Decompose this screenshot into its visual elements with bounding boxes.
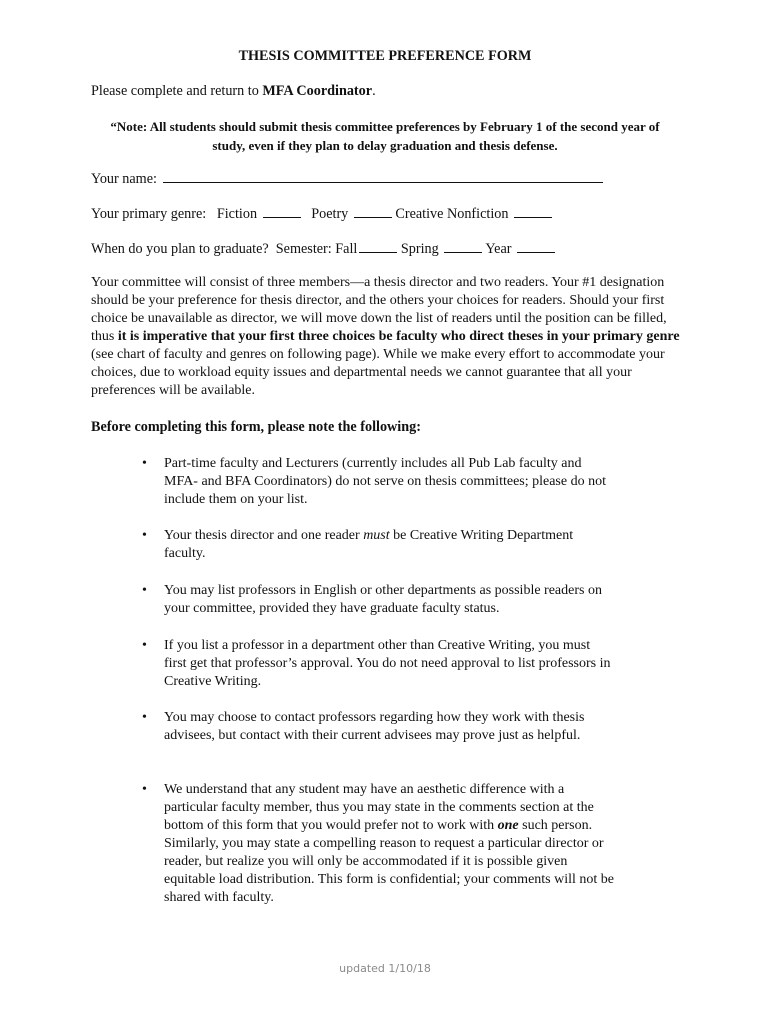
genre-row (91, 204, 552, 223)
spring-label: Spring (400, 241, 439, 257)
bullet-text-pre: Your thesis director and one reader (164, 528, 364, 543)
bullet-text-em: one (497, 818, 519, 833)
bullet-text-pre: We understand that any student may have an aesthetic difference with a particular faculty member, thus you may state in the comments section at the bottom of this form that you would prefer not to work with (164, 782, 594, 833)
bullet-text: If you list a professor in a department other than Creative Writing, you must first get that professor’s approval. You do not need approval to list professors in Creative Writing. (164, 638, 611, 689)
instruction-suffix: . (372, 83, 376, 99)
instruction-line (91, 83, 376, 100)
bullet-icon: • (142, 528, 147, 543)
paragraph-text-1: Your committee will consist of three members—a thesis director and two readers. Your #1 designation should be your preference for thesis director, and the others your choices for readers. Should your first choice be unavailable as director, we will move down the list of readers until the position can be filled, thus (91, 275, 667, 344)
bullet-item (142, 709, 616, 745)
paragraph-emphasis: it is imperative that your first three choices be faculty who direct theses in your primary genre (117, 329, 680, 344)
bullet-icon: • (142, 782, 147, 797)
semester-fall-label: Semester: Fall (275, 241, 358, 257)
graduate-label: When do you plan to graduate? (91, 241, 269, 257)
bullet-text: You may list professors in English or other departments as possible readers on your committee, provided they have graduate faculty status. (164, 583, 602, 616)
bullet-item (142, 637, 616, 691)
bullet-icon: • (142, 638, 147, 653)
bullet-item (142, 781, 616, 907)
poetry-field[interactable] (354, 204, 392, 218)
fall-field[interactable] (359, 239, 397, 253)
bullet-text-post: be Creative Writing Department faculty. (164, 528, 574, 561)
bullet-item (142, 455, 616, 509)
bullet-icon: • (142, 710, 147, 725)
bullet-icon: • (142, 583, 147, 598)
bullet-item (142, 527, 616, 563)
genre-option-fiction: Fiction (216, 206, 258, 222)
fiction-field[interactable] (263, 204, 301, 218)
bullet-text-em: must (363, 528, 390, 543)
bullet-icon: • (142, 456, 147, 471)
bullet-text: Part-time faculty and Lecturers (currently includes all Pub Lab faculty and MFA- and BFA Coordinators) do not serve on thesis committees; please do not include them on your list. (164, 456, 606, 507)
name-row (91, 169, 603, 188)
year-field[interactable] (517, 239, 555, 253)
genre-label: Your primary genre: (91, 206, 207, 222)
form-title: THESIS COMMITTEE PREFERENCE FORM (238, 48, 532, 64)
name-label: Your name: (91, 171, 157, 187)
name-field[interactable] (163, 169, 603, 183)
bullet-item (142, 582, 616, 618)
committee-paragraph (91, 274, 681, 400)
instruction-recipient: MFA Coordinator (262, 83, 373, 99)
bullet-text: You may choose to contact professors regarding how they work with thesis advisees, but contact with their current advisees may prove just as helpful. (164, 710, 585, 743)
genre-option-nonfiction: Creative Nonfiction (395, 206, 509, 222)
paragraph-text-2: (see chart of faculty and genres on following page). While we make every effort to accommodate your choices, due to workload equity issues and departmental needs we cannot guarantee that all your preferences will be available. (91, 347, 665, 398)
spring-field[interactable] (444, 239, 482, 253)
graduation-row (91, 239, 555, 258)
nonfiction-field[interactable] (514, 204, 552, 218)
updated-footer: updated 1/10/18 (339, 962, 431, 975)
bullet-text-post: such person. Similarly, you may state a compelling reason to request a particular director or reader, but realize you will only be accommodated if it is possible given equitable load distribution. This form is confidential; your comments will not be shared with faculty. (164, 818, 615, 905)
year-label: Year (485, 241, 512, 257)
before-heading: Before completing this form, please note the following: (91, 419, 421, 435)
instruction-prefix: Please complete and return to (91, 83, 263, 99)
genre-option-poetry: Poetry (311, 206, 349, 222)
deadline-note: “Note: All students should submit thesis committee preferences by February 1 of the second year of study, even if they plan to delay graduation and thesis defense. (110, 119, 660, 153)
